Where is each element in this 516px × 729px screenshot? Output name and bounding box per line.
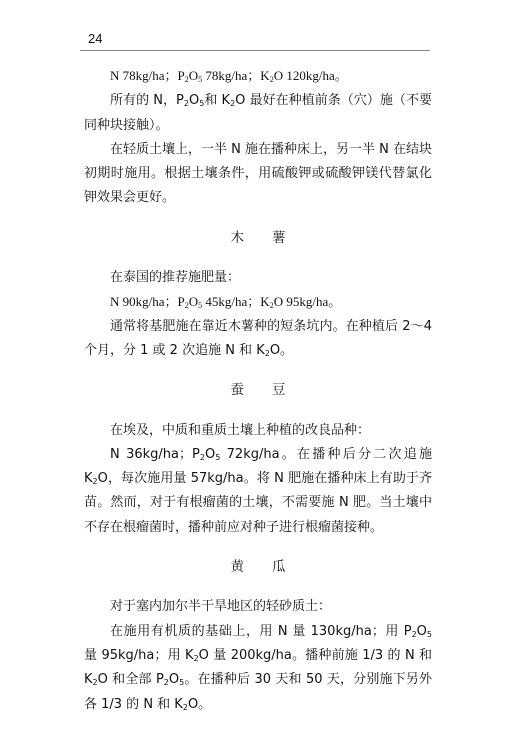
section-heading: 木薯 (230, 229, 314, 246)
paragraph: 对于塞内加尔半干旱地区的轻砂质土： (110, 599, 332, 615)
paragraph: 在轻质土壤上，一半 N 施在播种床上，另一半 N 在结块初期时施用。根据土壤条件，用硫酸钾或硫酸钾镁代替氯化钾效果会更好。 (84, 141, 432, 206)
paragraph: 在埃及，中质和重质土壤上种植的改良品种： (110, 422, 371, 438)
paragraph: N 36kg/ha；$P_2O_5$ 72kg/ha。在播种后分二次追施 $K_2O$，每次施用量 57kg/ha。将 N 肥施在播种床上有助于齐苗。然而，对于有根瘤菌的土壤，不需要施 N 肥。当土壤中不存在根瘤菌时，播种前应对种子进行根瘤菌接种。 (84, 446, 432, 535)
section-heading: 蚕豆 (230, 382, 314, 399)
paragraph: N 78kg/ha；$P_2O_5$ 78kg/ha；$K_2O$ 120kg/ha。 (110, 68, 348, 84)
paragraph: 通常将基肥施在靠近木薯种的短条坑内。在种植后 2～4 个月，分 1 或 2 次追施 N 和 $K_2O$。 (84, 318, 432, 358)
header-divider (80, 50, 430, 51)
page-number: 24 (88, 31, 103, 46)
section-heading: 黄瓜 (230, 559, 314, 576)
paragraph: 在施用有机质的基础上，用 N 量 130kg/ha；用 $P_2O_5$量 95kg/ha；用 $K_2O$ 量 200kg/ha。播种前施 1/3 的 N 和 $K_2O$ 和全部 $P_2O_5$。在播种后 30 天和 50 天，分别施下另外各 1/3 的 N 和 $K_2O$。 (84, 623, 432, 712)
paragraph: 所有的 N，$P_2O_5$和 $K_2O$ 最好在种植前条（穴）施（不要同种块接触）。 (84, 93, 432, 133)
paragraph: 在泰国的推荐施肥量： (110, 270, 241, 286)
page-body (84, 64, 432, 717)
paragraph: N 90kg/ha；$P_2O_5$ 45kg/ha；$K_2O$ 95kg/ha。 (110, 294, 342, 311)
